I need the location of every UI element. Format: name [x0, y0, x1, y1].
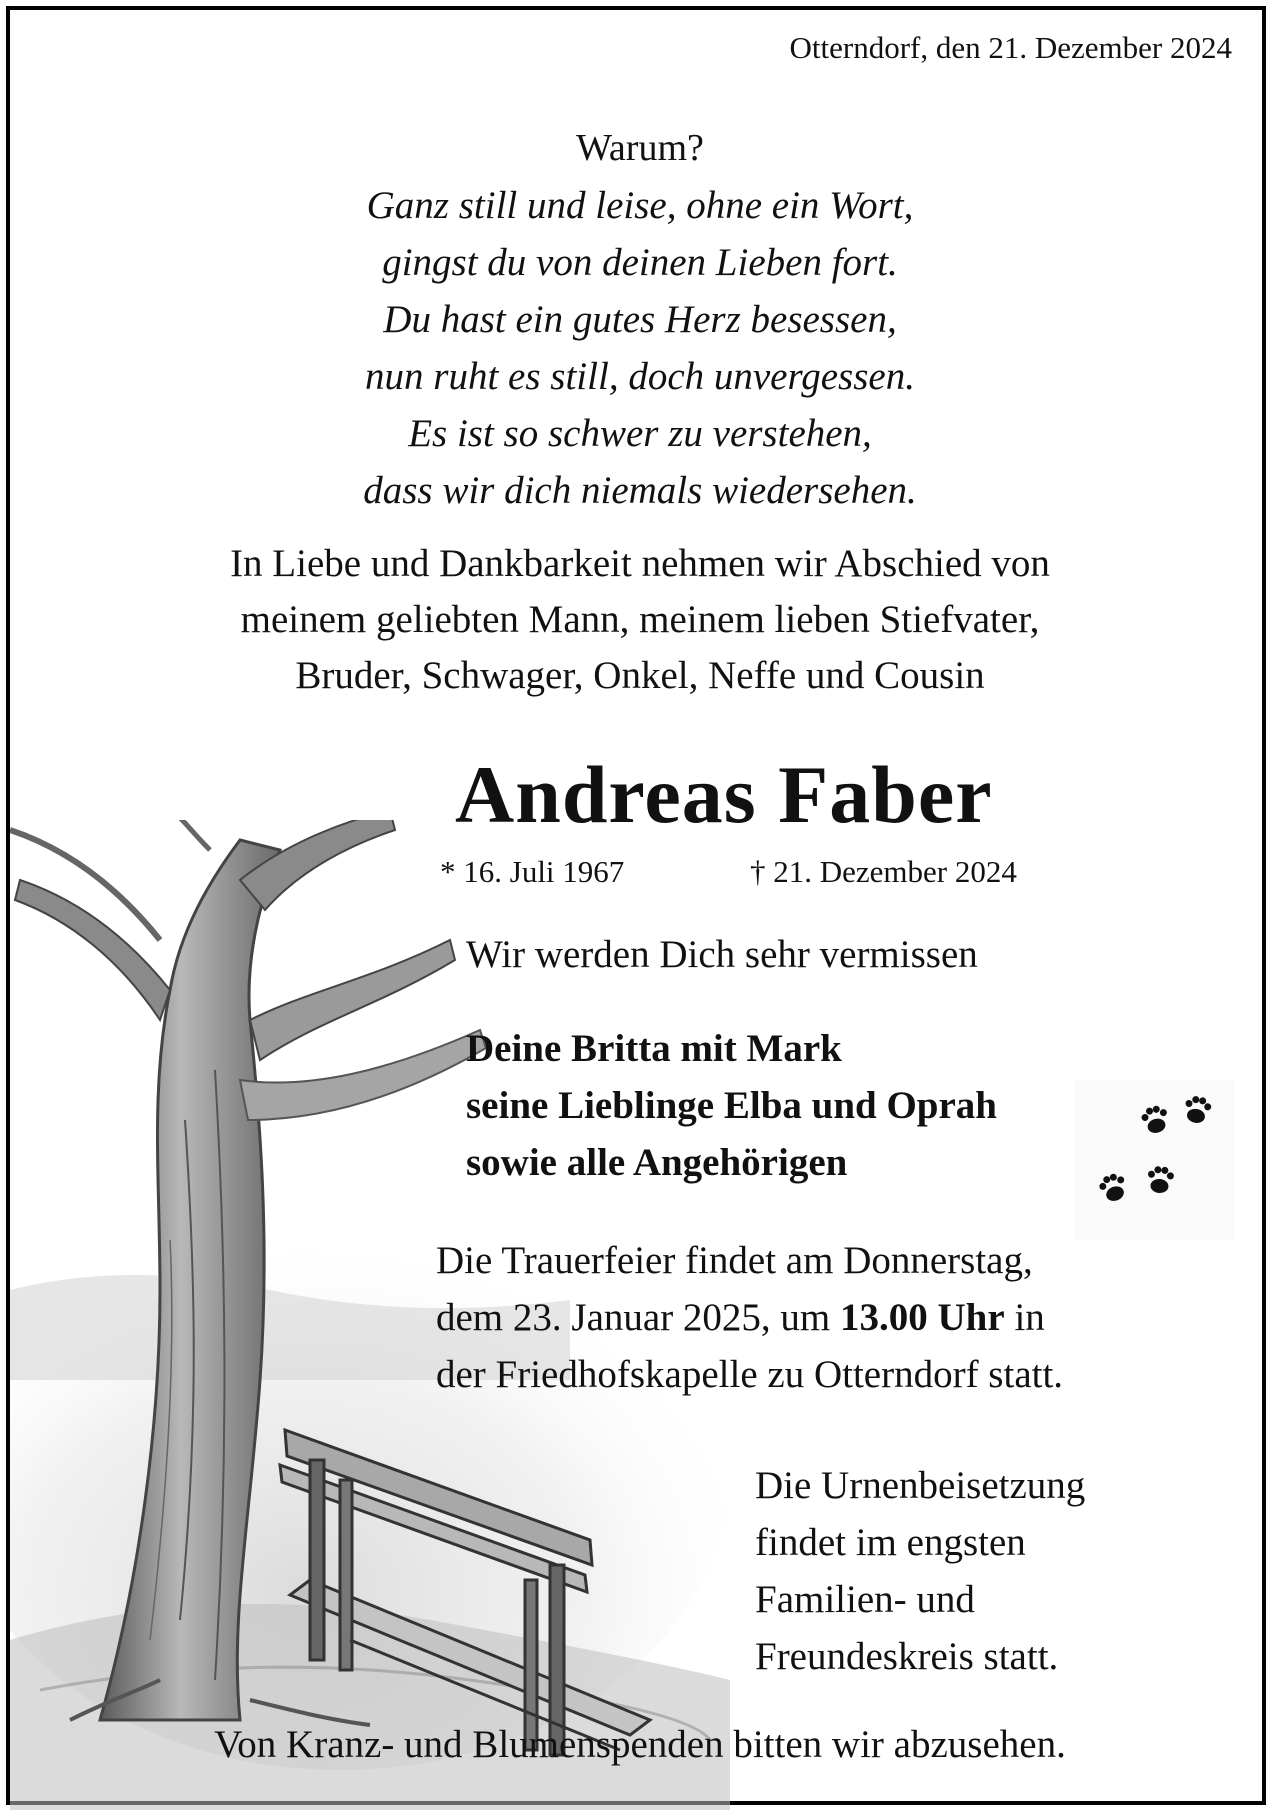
intro-line: Bruder, Schwager, Onkel, Neffe und Cousin	[295, 654, 985, 697]
footer-note: Von Kranz- und Blumenspenden bitten wir abzusehen.	[214, 1723, 1066, 1766]
intro-line: meinem geliebten Mann, meinem lieben Stiefvater,	[240, 598, 1040, 641]
mourner-line: seine Lieblinge Elba und Oprah	[466, 1084, 997, 1127]
poem-title: Warum?	[576, 127, 704, 169]
urn-line: Freundeskreis statt.	[755, 1635, 1059, 1678]
intro-line: In Liebe und Dankbarkeit nehmen wir Abschied von	[230, 542, 1050, 585]
place-date: Otterndorf, den 21. Dezember 2024	[789, 30, 1232, 65]
poem-line: Es ist so schwer zu verstehen,	[408, 412, 872, 455]
mourners-list	[466, 1020, 997, 1191]
service-line: Die Trauerfeier findet am Donnerstag,	[436, 1239, 1033, 1282]
poem-line: Ganz still und leise, ohne ein Wort,	[366, 184, 914, 227]
poem-line: dass wir dich niemals wiedersehen.	[363, 469, 917, 512]
service-line: der Friedhofskapelle zu Otterndorf statt.	[436, 1353, 1064, 1396]
service-date: dem 23. Januar 2025, um	[436, 1296, 841, 1339]
poem-line: Du hast ein gutes Herz besessen,	[383, 298, 897, 341]
urn-burial-info	[755, 1457, 1085, 1685]
mourner-line: sowie alle Angehörigen	[466, 1141, 848, 1184]
poem-line: gingst du von deinen Lieben fort.	[382, 241, 898, 284]
deceased-name: Andreas Faber	[455, 749, 993, 840]
poem	[0, 120, 1280, 519]
mourner-line: Deine Britta mit Mark	[466, 1027, 842, 1070]
farewell-message: Wir werden Dich sehr vermissen	[466, 933, 978, 976]
service-in: in	[1004, 1296, 1045, 1339]
service-time: 13.00 Uhr	[840, 1296, 1005, 1339]
paw-prints-icon	[1075, 1080, 1235, 1240]
poem-line: nun ruht es still, doch unvergessen.	[365, 355, 915, 398]
birth-date: * 16. Juli 1967	[440, 854, 625, 889]
intro-text	[0, 536, 1280, 704]
service-line	[436, 1289, 1063, 1346]
urn-line: Die Urnenbeisetzung	[755, 1464, 1086, 1507]
urn-line: Familien- und	[755, 1578, 975, 1621]
funeral-service-info	[436, 1232, 1063, 1403]
urn-line: findet im engsten	[755, 1521, 1026, 1564]
death-date: † 21. Dezember 2024	[750, 854, 1017, 889]
